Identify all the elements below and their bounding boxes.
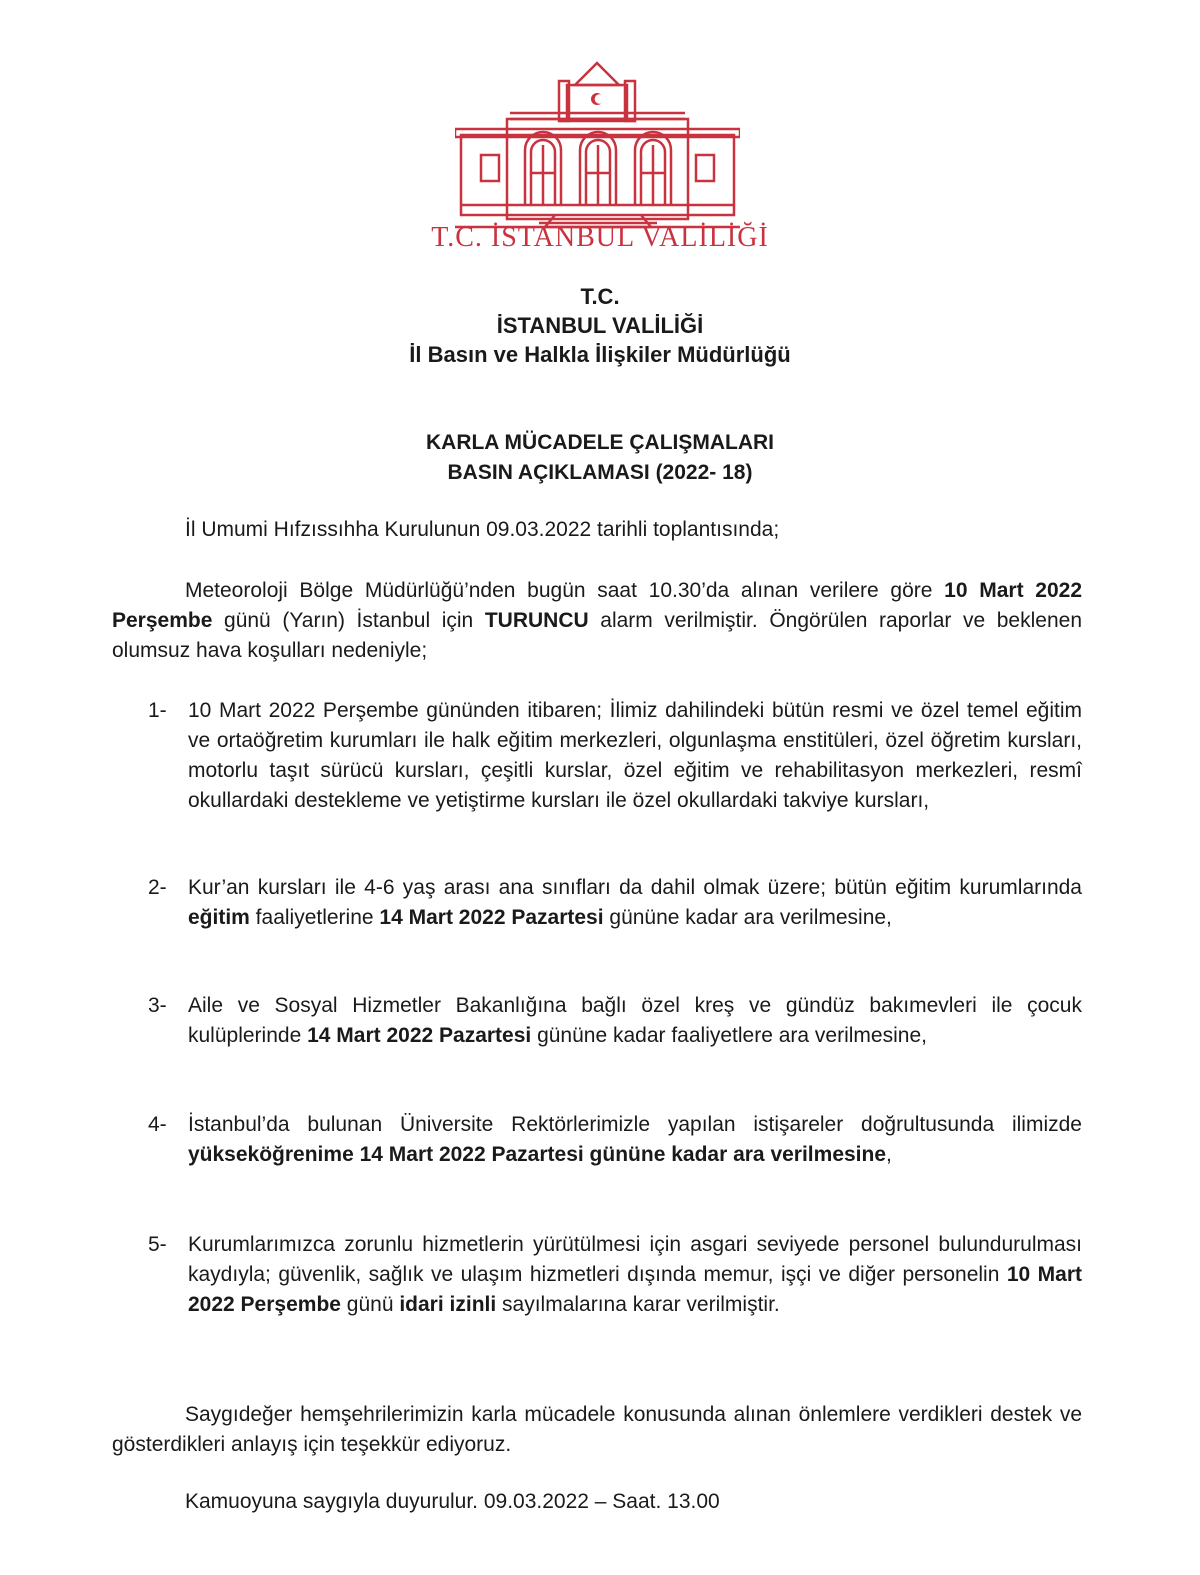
item-text: faaliyetlerine <box>249 906 380 929</box>
list-item-text <box>188 991 1082 1051</box>
item-text: gününe kadar faaliyetlere ara verilmesine, <box>531 1024 927 1047</box>
alarm-paragraph <box>112 576 1082 666</box>
item-text: sayılmalarına karar verilmiştir. <box>496 1293 780 1316</box>
alarm-level: TURUNCU <box>484 609 589 632</box>
list-item-text <box>188 1230 1082 1320</box>
title-line-1: KARLA MÜCADELE ÇALIŞMALARI <box>425 431 775 454</box>
intro-paragraph: İl Umumi Hıfzıssıhha Kurulunun 09.03.2022 tarihli toplantısında; <box>185 518 780 541</box>
issuer-header <box>200 282 1000 369</box>
list-item-text <box>188 1110 1082 1170</box>
list-item-text <box>188 873 1082 933</box>
para-bold: 10 Mart 2022 Perşembe <box>112 579 1082 632</box>
para-text: günü (Yarın) İstanbul için <box>212 609 485 632</box>
item-text: Aile ve Sosyal Hizmetler Bakanlığına bağlı özel kreş ve gündüz bakımevleri ile çocuk kulüplerinde <box>188 994 1082 1047</box>
item-bold: 14 Mart 2022 Pazartesi <box>307 1024 532 1047</box>
list-item-number: 2- <box>148 876 167 899</box>
title-line-2: BASIN AÇIKLAMASI (2022- 18) <box>447 461 753 484</box>
header-line-tc: T.C. <box>580 284 620 309</box>
item-bold: 14 Mart 2022 Pazartesi <box>379 906 604 929</box>
item-text: Kur’an kursları ile 4-6 yaş arası ana sınıfları da dahil olmak üzere; bütün eğitim kurumlarında <box>188 876 1082 899</box>
para-text: alarm verilmiştir. Öngörülen raporlar ve beklenen olumsuz hava koşulları nedeniyle; <box>112 609 1082 662</box>
item-bold: eğitim <box>188 906 250 929</box>
list-item-number: 1- <box>148 699 167 722</box>
signoff-line: Kamuoyuna saygıyla duyurulur. 09.03.2022 – Saat. 13.00 <box>185 1490 720 1513</box>
header-line-governorship: İSTANBUL VALİLİĞİ <box>496 313 704 338</box>
item-text: , <box>886 1143 892 1166</box>
list-item <box>148 1230 1082 1320</box>
list-item <box>148 1110 1082 1170</box>
closing-paragraph: Saygıdeğer hemşehrilerimizin karla mücadele konusunda alınan önlemlere verdikleri destek ve gösterdikleri anlayış için teşekkür ediyoruz. <box>112 1403 1082 1456</box>
item-text: Kurumlarımızca zorunlu hizmetlerin yürütülmesi için asgari seviyede personel bulundurulması kaydıyla; güvenlik, sağlık ve ulaşım hizmetleri dışında memur, işçi ve diğer personelin <box>188 1233 1082 1286</box>
item-text: günü <box>340 1293 400 1316</box>
list-item <box>148 696 1082 816</box>
header-line-directorate: İl Basın ve Halkla İlişkiler Müdürlüğü <box>409 342 791 367</box>
list-item-text <box>188 696 1082 816</box>
document-title <box>200 428 1000 488</box>
item-text: 10 Mart 2022 Perşembe gününden itibaren; İlimiz dahilindeki bütün resmi ve özel temel eğitim ve ortaöğretim kurumları ile halk eğitim merkezleri, olgunlaşma enstitüleri, özel öğretim kursları, motorlu taşıt sürücü kursları, çeşitli kurslar, özel eğitim ve rehabilitasyon merkezleri, resmî okullardaki destekleme ve yetiştirme kursları ile özel okullardaki takviye kursları, <box>188 699 1082 812</box>
item-bold: 10 Mart 2022 Perşembe <box>188 1263 1083 1316</box>
item-text: İstanbul’da bulunan Üniversite Rektörlerimizle yapılan istişareler doğrultusunda ilimizde <box>188 1113 1082 1136</box>
list-item <box>148 991 1082 1051</box>
list-item-number: 4- <box>148 1113 167 1136</box>
list-item-number: 3- <box>148 994 167 1017</box>
logo-caption: T.C. İSTANBUL VALİLİĞİ <box>431 222 769 253</box>
item-bold: idari izinli <box>399 1293 497 1316</box>
item-text: gününe kadar ara verilmesine, <box>603 906 892 929</box>
para-text: Meteoroloji Bölge Müdürlüğü’nden bugün saat 10.30’da alınan verilere göre <box>185 579 945 602</box>
item-bold: yükseköğrenime 14 Mart 2022 Pazartesi gününe kadar ara verilmesine <box>188 1143 887 1166</box>
list-item <box>148 873 1082 933</box>
list-item-number: 5- <box>148 1233 167 1256</box>
